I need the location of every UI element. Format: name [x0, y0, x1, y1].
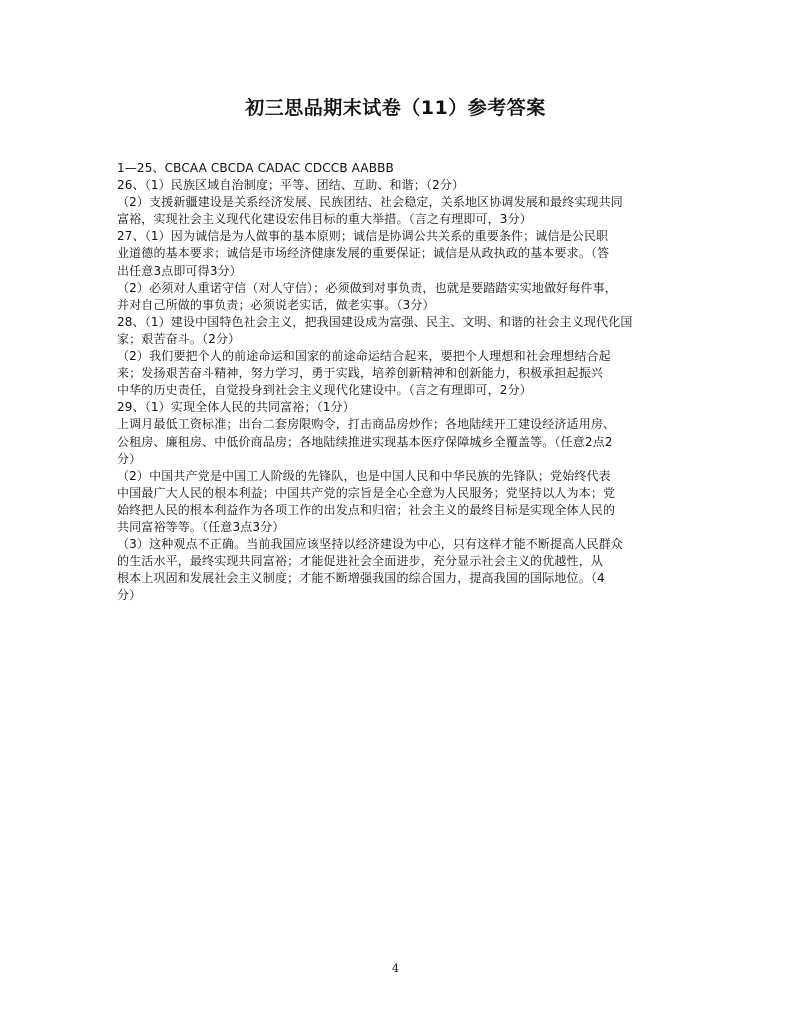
answer-line: （2）支援新疆建设是关系经济发展、民族团结、社会稳定，关系地区协调发展和最终实现共同 — [117, 195, 623, 210]
answer-line: 中国最广大人民的根本利益；中国共产党的宗旨是全心全意为人民服务；党坚持以人为本；党 — [117, 485, 616, 500]
answer-line: 公租房、廉租房、中低价商品房；各地陆续推进实现基本医疗保障城乡全覆盖等。（任意2点2 — [117, 434, 613, 449]
answer-line: 28、（1）建设中国特色社会主义，把我国建设成为富强、民主、文明、和谐的社会主义现代化国 — [117, 314, 633, 329]
answer-line: 出任意3点即可得3分） — [117, 263, 242, 278]
answer-line: 26、（1）民族区域自治制度；平等、团结、互助、和谐；（2分） — [117, 178, 465, 193]
answer-line: 家；艰苦奋斗。（2分） — [117, 331, 241, 346]
answer-line: 分） — [117, 451, 142, 466]
answer-line: 共同富裕等等。（任意3点3分） — [117, 519, 285, 534]
answer-line: （3）这种观点不正确。当前我国应该坚持以经济建设为中心，只有这样才能不断提高人民群众 — [117, 537, 623, 552]
answer-line: 的生活水平，最终实现共同富裕；才能促进社会全面进步，充分显示社会主义的优越性，从 — [117, 554, 604, 569]
answer-line: 始终把人民的根本利益作为各项工作的出发点和归宿；社会主义的最终目标是实现全体人民的 — [117, 502, 616, 517]
answer-line: 分） — [117, 588, 142, 603]
answer-line: 中华的历史责任，自觉投身到社会主义现代化建设中。（言之有理即可，2分） — [117, 383, 532, 398]
answer-line: （2）必须对人重诺守信（对人守信）；必须做到对事负责，也就是要踏踏实实地做好每件事， — [117, 280, 617, 295]
answer-line: 根本上巩固和发展社会主义制度；才能不断增强我国的综合国力，提高我国的国际地位。（4 — [117, 571, 605, 586]
answer-line: 并对自己所做的事负责；必须说老实话，做老实事。（3分） — [117, 297, 435, 312]
answer-line: （2）我们要把个人的前途命运和国家的前途命运结合起来，要把个人理想和社会理想结合起 — [117, 349, 611, 364]
answer-line: 29、（1）实现全体人民的共同富裕；（1分） — [117, 400, 355, 415]
answer-line: 上调月最低工资标准；出台二套房限购令，打击商品房炒作；各地陆续开工建设经济适用房、 — [117, 417, 616, 432]
page-number: 4 — [392, 962, 399, 975]
document-title: 初三思品期末试卷（11）参考答案 — [245, 97, 546, 119]
answer-line: 来；发扬艰苦奋斗精神，努力学习，勇于实践，培养创新精神和创新能力，积极承担起振兴 — [117, 366, 604, 381]
answer-line: 27、（1）因为诚信是为人做事的基本原则；诚信是协调公共关系的重要条件；诚信是公民职 — [117, 229, 609, 244]
answer-line: 富裕，实现社会主义现代化建设宏伟目标的重大举措。（言之有理即可，3分） — [117, 212, 532, 227]
answer-line: 业道德的基本要求；诚信是市场经济健康发展的重要保证；诚信是从政执政的基本要求。（答 — [117, 246, 610, 261]
answer-line: （2）中国共产党是中国工人阶级的先锋队，也是中国人民和中华民族的先锋队；党始终代表 — [117, 468, 611, 483]
answer-body — [117, 160, 683, 604]
answer-line: 1—25、CBCAA CBCDA CADAC CDCCB AABBB — [117, 161, 394, 175]
